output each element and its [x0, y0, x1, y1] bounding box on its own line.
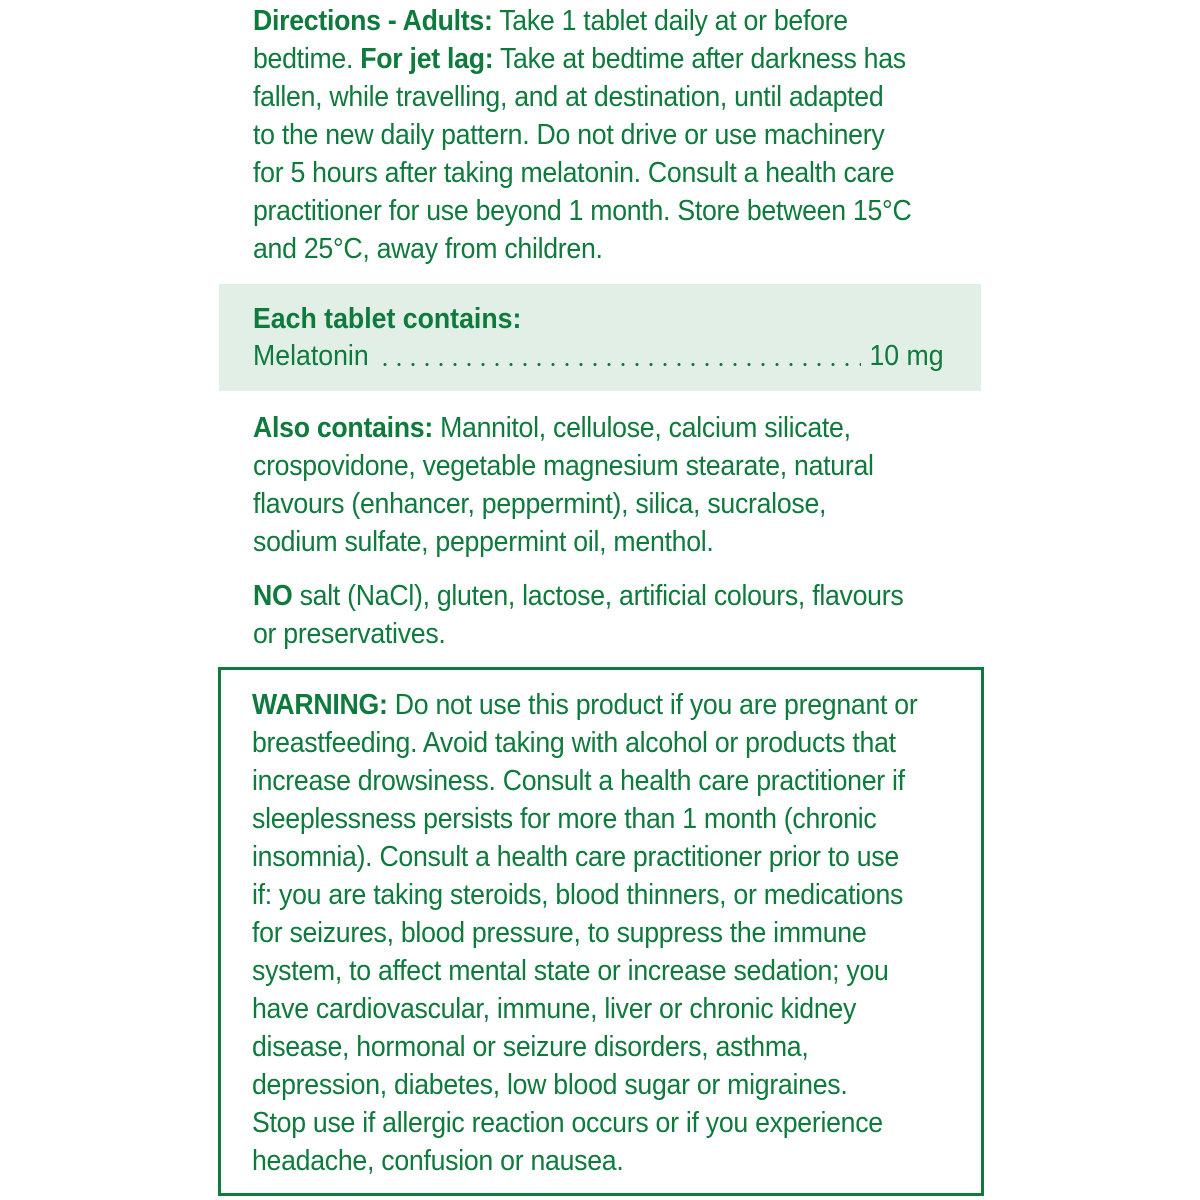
warning-line-9: have cardiovascular, immune, liver or chronic kidney [252, 993, 857, 1025]
directions-line-2-start: bedtime. [253, 43, 361, 75]
contents-heading: Each tablet contains: [253, 303, 522, 335]
also-contains-line-3: flavours (enhancer, peppermint), silica, sucralose, [253, 488, 827, 520]
warning-text [252, 686, 951, 1180]
warning-label: WARNING: [252, 689, 388, 721]
directions-line-6: practitioner for use beyond 1 month. Store between 15°C [253, 195, 912, 227]
warning-line-12: Stop use if allergic reaction occurs or if you experience [252, 1107, 883, 1139]
free-from-line-1: salt (NaCl), gluten, lactose, artificial colours, flavours [292, 580, 904, 612]
directions-section [253, 2, 952, 268]
directions-line-1: Take 1 tablet daily at or before [492, 5, 848, 37]
ingredient-amount: 10 mg [869, 340, 944, 372]
non-medicinal-ingredients [253, 409, 952, 561]
directions-line-2: Take at bedtime after darkness has [493, 43, 906, 75]
ingredient-name: Melatonin [253, 340, 369, 372]
warning-line-13: headache, confusion or nausea. [252, 1145, 624, 1177]
warning-line-11: depression, diabetes, low blood sugar or migraines. [252, 1069, 848, 1101]
free-from-line-2: or preservatives. [253, 618, 446, 650]
warning-line-3: increase drowsiness. Consult a health care practitioner if [252, 765, 905, 797]
warning-line-4: sleeplessness persists for more than 1 month (chronic [252, 803, 877, 835]
ingredient-row [253, 337, 944, 375]
directions-line-5: for 5 hours after taking melatonin. Consult a health care [253, 157, 895, 189]
directions-line-3: fallen, while travelling, and at destination, until adapted [253, 81, 884, 113]
warning-line-2: breastfeeding. Avoid taking with alcohol or products that [252, 727, 896, 759]
directions-adults-label: Directions - Adults: [253, 5, 493, 37]
also-contains-line-1: Mannitol, cellulose, calcium silicate, [432, 412, 851, 444]
warning-line-6: if: you are taking steroids, blood thinners, or medications [252, 879, 904, 911]
warning-box [218, 667, 984, 1196]
warning-line-1: Do not use this product if you are pregnant or [387, 689, 918, 721]
medicinal-ingredients-band [219, 284, 981, 391]
free-from-statement [253, 577, 952, 653]
free-from-label: NO [253, 580, 293, 612]
also-contains-line-2: crospovidone, vegetable magnesium stearate, natural [253, 450, 874, 482]
also-contains-line-4: sodium sulfate, peppermint oil, menthol. [253, 526, 714, 558]
warning-line-5: insomnia). Consult a health care practitioner prior to use [252, 841, 899, 873]
directions-line-4: to the new daily pattern. Do not drive or use machinery [253, 119, 885, 151]
jet-lag-label: For jet lag: [360, 43, 494, 75]
directions-line-7: and 25°C, away from children. [253, 233, 603, 265]
warning-line-7: for seizures, blood pressure, to suppress the immune [252, 917, 867, 949]
also-contains-label: Also contains: [253, 412, 433, 444]
warning-line-8: system, to affect mental state or increase sedation; you [252, 955, 889, 987]
dot-leader [378, 337, 862, 375]
warning-line-10: disease, hormonal or seizure disorders, asthma, [252, 1031, 809, 1063]
